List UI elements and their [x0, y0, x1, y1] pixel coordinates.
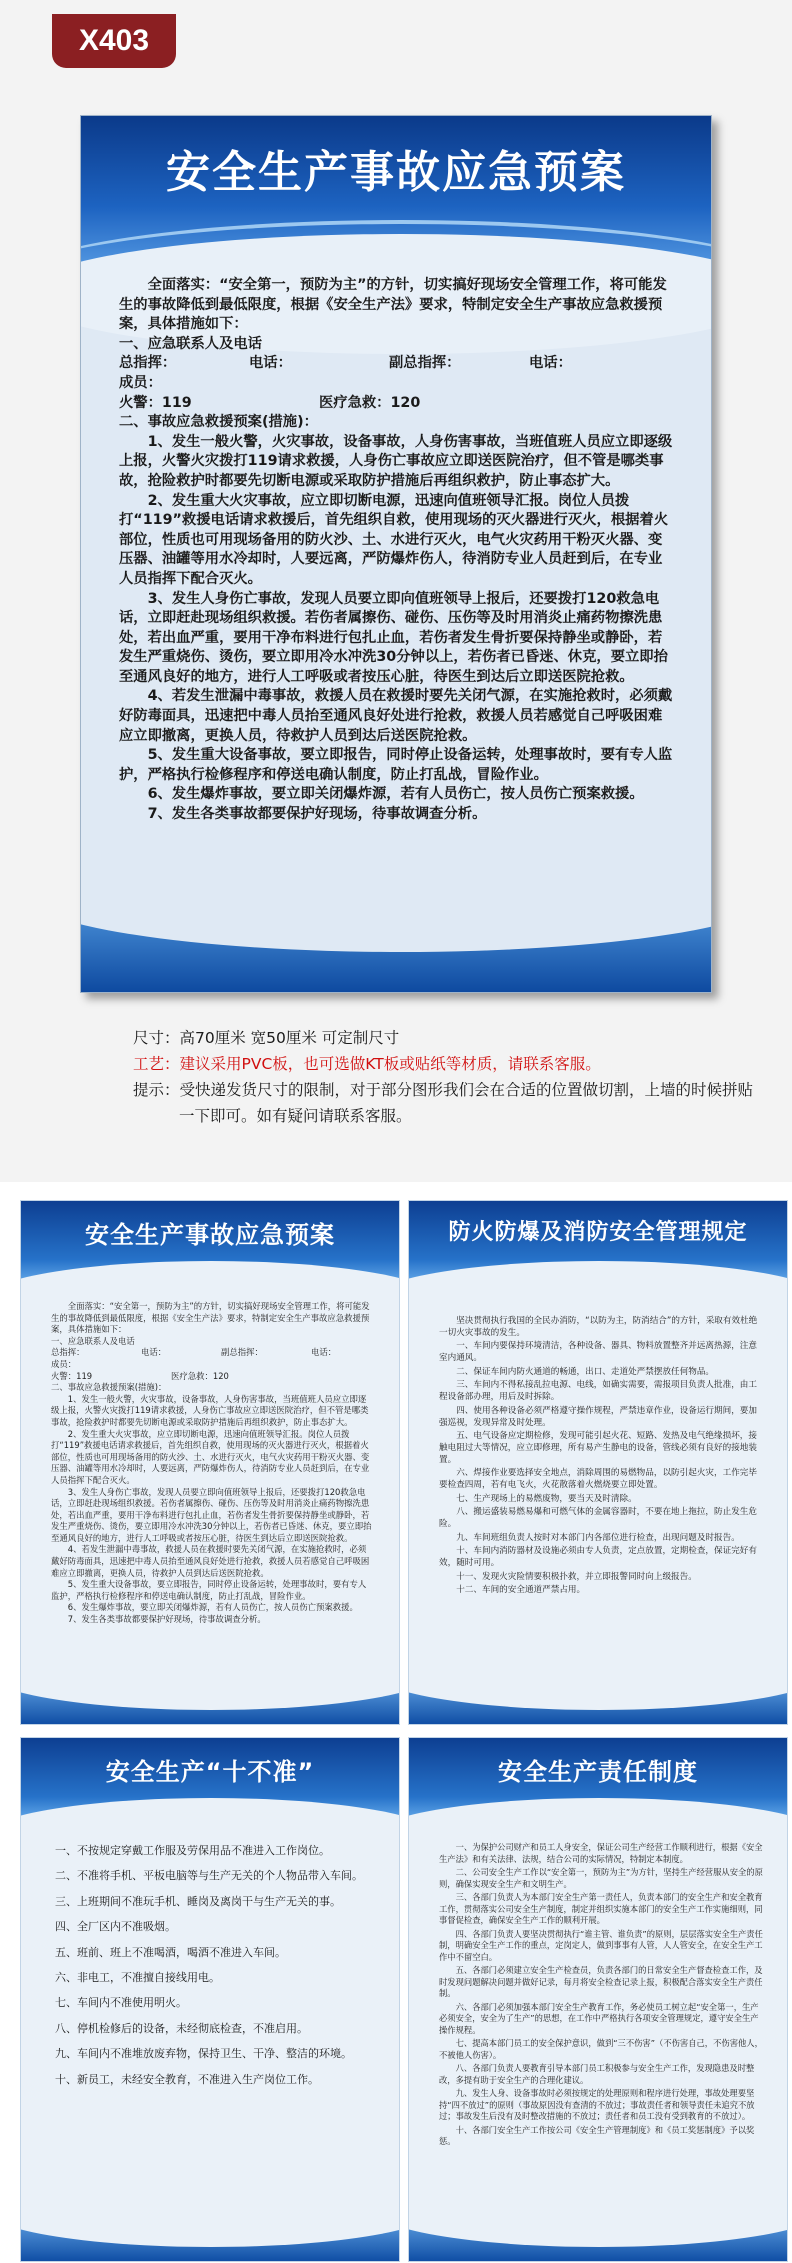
- board-item: 4、若发生泄漏中毒事故，救援人员在救援时要先关闭气源，在实施抢救时，必须戴好防毒面具，迅速把中毒人员抬至通风良好处进行抢救，救援人员若感觉自己呼吸困难应立即撤离，更换人员，待救护人员到达后送医院抢救。: [119, 688, 673, 744]
- rule-paragraph: 十、车间内消防器材及设施必须由专人负责，定点放置，定期检查，保证完好有效，随时可用。: [439, 1546, 757, 1569]
- prohibition-item: 七、车间内不准使用明火。: [55, 1996, 187, 2010]
- deputy-label: 副总指挥：: [221, 1347, 263, 1358]
- board-section-2: 二、事故应急救援预案(措施)：: [119, 414, 318, 431]
- panel-body: [439, 1842, 763, 2150]
- board-body: [119, 276, 675, 825]
- rule-paragraph: 十一、发现火灾险情要积极扑救，并立即报警同时向上级报告。: [456, 1571, 697, 1582]
- responsibility-paragraph: 三、各部门负责人为本部门安全生产第一责任人，负责本部门的安全生产和安全教育工作，贯彻落实公司安全生产制度，制定并组织实施本部门的安全生产工作实施细则，同事督促检查，确保安全生产工作的顺利开展。: [439, 1892, 763, 1925]
- responsibility-paragraph: 一、为保护公司财产和员工人身安全，保证公司生产经营工作顺利进行，根据《安全生产法》和有关法律、法规，结合公司的实际情况，特制定本制度。: [439, 1842, 763, 1864]
- panel-item: 6、发生爆炸事故，要立即关闭爆炸源，若有人员伤亡，按人员伤亡预案救援。: [67, 1602, 358, 1613]
- responsibility-paragraph: 五、各部门必须建立安全生产检查员，负责各部门的日常安全生产督查检查工作，及时发现问题解决问题并做好记录，每月将安全检查记录上报，积极配合落实安全生产责任制。: [439, 1965, 763, 1998]
- responsibility-paragraph: 二、公司安全生产工作以“安全第一，预防为主”为方针，坚持生产经营服从安全的原则，确保实现安全生产和文明生产。: [439, 1867, 763, 1889]
- board-item: 1、发生一般火警，火灾事故，设备事故，人身伤害事故，当班值班人员应立即逐级上报，火警火灾拨打119请求救援，人身伤亡事故应立即送医院治疗，但不管是哪类事故，抢险救护时都要先切断电源或采取防护措施后再组织救护，防止事态扩大。: [119, 433, 673, 489]
- rule-paragraph: 三、车间内不得私接乱拉电源、电线，如确实需要，需报项目负责人批准，由工程设备部办理，用后及时拆除。: [439, 1380, 757, 1403]
- rule-paragraph: 四、使用各种设备必须严格遵守操作规程，严禁违章作业，设备运行期间，要加强巡视，发现异常及时处理。: [439, 1405, 757, 1428]
- panel-responsibility-system: [408, 1737, 788, 2262]
- board-intro: 全面落实：“安全第一，预防为主”的方针，切实搞好现场安全管理工作，将可能发生的事故降低到最低限度，根据《安全生产法》要求，特制定安全生产事故应急救援预案，具体措施如下：: [119, 277, 667, 333]
- panel-ten-prohibitions: [20, 1737, 400, 2262]
- panel-intro: 全面落实：“安全第一，预防为主”的方针，切实搞好现场安全管理工作，将可能发生的事故降低到最低限度，根据《安全生产法》要求，特制定安全生产事故应急救援预案，具体措施如下：: [51, 1301, 370, 1335]
- panel-item: 5、发生重大设备事故，要立即报告，同时停止设备运转，处理事故时，要有专人监护，严格执行检修程序和停送电确认制度，防止打乱战，冒险作业。: [51, 1579, 367, 1601]
- board-item: 5、发生重大设备事故，要立即报告，同时停止设备运转，处理事故时，要有专人监护，严格执行检修程序和停送电确认制度，防止打乱战，冒险作业。: [119, 747, 673, 783]
- prohibition-item: 二、不准将手机、平板电脑等与生产无关的个人物品带入车间。: [55, 1869, 363, 1883]
- prohibition-item: 四、全厂区内不准吸烟。: [55, 1920, 176, 1934]
- prohibition-item: 九、车间内不准堆放废弃物，保持卫生、干净、整洁的环境。: [55, 2047, 352, 2061]
- panel-item: 3、发生人身伤亡事故，发现人员要立即向值班领导上报后，还要拨打120救急电话，立即赶赴现场组织救援。若伤者属擦伤、碰伤、压伤等及时用消炎止痛药物擦洗患处，若出血严重，要用干净布料进行包扎止血，若伤者发生骨折要保持静坐或静卧，若发生严重烧伤、烫伤，要立即用冷水冲洗30分钟以上，若伤者已昏迷、休克，要立即抬至通风良好的地方，进行人工呼吸或者按压心脏，待医生到达后立即送医院抢救。: [51, 1486, 372, 1543]
- panel-item: 2、发生重大火灾事故，应立即切断电源，迅速向值班领导汇报。岗位人员拨打“119”救援电话请求救援后，首先组织自救，使用现场的灭火器进行灭火，根据着火部位，性质也可用现场备用的防火沙、土、水进行灭火，电气火灾药用干粉灭火器、变压器、油罐等用水冷却时，人要远离，严防爆炸伤人，待消防专业人员赶到后，在专业人员指挥下配合灭火。: [51, 1428, 370, 1485]
- responsibility-paragraph: 九、发生人身、设备事故时必须按规定的处理原则和程序进行处理，事故处理要坚持“四不放过”的原则（事故原因没有查清的不放过；事故责任者和领导责任未追究不放过；事故发生后没有及时整改措施的不放过；责任者和员工没有受到教育的不放过）。: [439, 2088, 755, 2121]
- panel-fire-safety: [408, 1200, 788, 1725]
- fire-number: 火警：119: [119, 394, 192, 411]
- panel-title: 安全生产责任制度: [498, 1758, 698, 1786]
- rule-paragraph: 五、电气设备应定期检修，发现可能引起火花、短路、发热及电气绝缘损坏，接触电阻过大等情况，应立即修理，所有易产生静电的设备，管线必须有良好的接地装置。: [439, 1431, 757, 1465]
- deputy-label: 副总指挥：: [389, 355, 461, 372]
- panel-title: 安全生产“十不准”: [105, 1758, 315, 1786]
- responsibility-paragraph: 四、各部门负责人要坚决贯彻执行“谁主管、谁负责”的原则，层层落实安全生产责任制，明确安全生产工作的重点，定岗定人，做到事事有人管，人人管安全，在安全生产工作中不留空白。: [439, 1928, 763, 1962]
- responsibility-paragraph: 七、提高本部门员工的安全保护意识，做到“三不伤害”（不伤害自己，不伤害他人，不被他人伤害）。: [439, 2038, 763, 2060]
- board-footer-wave: [81, 902, 711, 992]
- rule-paragraph: 七、生产现场上的易燃废物，要当天及时清除。: [456, 1493, 637, 1504]
- panel-item: 7、发生各类事故都要保护好现场，待事故调查分析。: [67, 1614, 266, 1625]
- panel-title: 防火防爆及消防安全管理规定: [448, 1220, 748, 1245]
- size-info: 尺寸：高70厘米 宽50厘米 可定制尺寸: [133, 1029, 400, 1047]
- prohibition-item: 五、班前、班上不准喝酒，喝酒不准进入车间。: [55, 1945, 286, 1959]
- board-item: 6、发生爆炸事故，要立即关闭爆炸源，若有人员伤亡，按人员伤亡预案救援。: [147, 786, 644, 803]
- fire-number: 火警：119: [51, 1370, 93, 1381]
- medical-number: 医疗急救：120: [171, 1370, 229, 1381]
- rule-paragraph: 十二、车间的安全通道严禁占用。: [456, 1585, 586, 1596]
- panel-section-1: 一、应急联系人及电话: [51, 1335, 135, 1346]
- board-item: 3、发生人身伤亡事故，发现人员要立即向值班领导上报后，还要拨打120救急电话，立即赶赴现场组织救援。若伤者属擦伤、碰伤、压伤等及时用消炎止痛药物擦洗患处，若出血严重，要用干净布料进行包扎止血，若伤者发生骨折要保持静坐或静卧，若发生严重烧伤、烫伤，要立即用冷水冲洗30分钟以上，若伤者已昏迷、休克，要立即抬至通风良好的地方，进行人工呼吸或者按压心脏，待医生到达后立即送医院抢救。: [119, 590, 668, 685]
- phone1-label: 电话：: [141, 1347, 167, 1358]
- phone2-label: 电话：: [529, 355, 572, 372]
- panel-body: [51, 1301, 373, 1626]
- medical-number: 医疗急救：120: [319, 394, 421, 411]
- panel-emergency-plan: [20, 1200, 400, 1725]
- phone2-label: 电话：: [311, 1347, 337, 1358]
- prohibition-item: 八、停机检修后的设备，未经彻底检查，不准启用。: [55, 2021, 308, 2035]
- prohibition-item: 十、新员工，未经安全教育，不准进入生产岗位工作。: [55, 2072, 319, 2086]
- panel-item: 1、发生一般火警，火灾事故，设备事故，人身伤害事故，当班值班人员应立即逐级上报，火警火灾拨打119请求救援，人身伤亡事故应立即送医院治疗，但不管是哪类事故，抢险救护时都要先切断电源或采取防护措施后再组织救护，防止事态扩大。: [51, 1393, 369, 1427]
- phone1-label: 电话：: [249, 355, 292, 372]
- main-sign-board: [80, 115, 712, 993]
- panel-section-2: 二、事故应急救援预案(措施)：: [51, 1382, 167, 1393]
- panel-item: 4、若发生泄漏中毒事故，救援人员在救援时要先关闭气源，在实施抢救时，必须戴好防毒面具，迅速把中毒人员抬至通风良好处进行抢救，救援人员若感觉自己呼吸困难应立即撤离，更换人员，待救护人员到达后送医院抢救。: [51, 1544, 370, 1578]
- chief-label: 总指挥：: [119, 355, 177, 372]
- chief-label: 总指挥：: [51, 1347, 85, 1358]
- members-label: 成员：: [119, 374, 162, 391]
- board-section-1: 一、应急联系人及电话: [119, 335, 262, 352]
- craft-info: 工艺：建议采用PVC板，也可选做KT板或贴纸等材质，请联系客服。: [133, 1055, 601, 1073]
- rule-paragraph: 一、车间内要保持环境清洁，各种设备、器具、物料放置整齐并远离热源，注意室内通风。: [439, 1341, 757, 1364]
- rule-paragraph: 坚决贯彻执行我国的全民办消防，“以防为主，防消结合”的方针，采取有效杜绝一切火灾事故的发生。: [439, 1316, 758, 1338]
- prohibition-item: 六、非电工，不准擅自接线用电。: [55, 1971, 220, 1985]
- product-code-badge: X403: [52, 14, 176, 68]
- panel-body: [439, 1316, 761, 1599]
- responsibility-paragraph: 十、各部门安全生产工作按公司《安全生产管理制度》和《员工奖惩制度》予以奖惩。: [439, 2124, 755, 2146]
- responsibility-paragraph: 六、各部门必须加强本部门安全生产教育工作，务必使员工树立起“安全第一，生产必须安全，安全为了生产”的思想，在工作中严格执行各项安全管理规定，遵守安全生产操作规程。: [439, 2001, 759, 2035]
- board-item: 7、发生各类事故都要保护好现场，待事故调查分析。: [147, 806, 487, 823]
- board-title: 安全生产事故应急预案: [166, 147, 626, 198]
- prohibition-item: 三、上班期间不准玩手机、睡岗及离岗干与生产无关的事。: [55, 1894, 341, 1908]
- product-info: [133, 1025, 753, 1129]
- rule-paragraph: 九、车间班组负责人按时对本部门内各部位进行检查，出现问题及时报告。: [456, 1532, 740, 1543]
- tip-info: 提示：受快递发货尺寸的限制，对于部分图形我们会在合适的位置做切割，上墙的时候拼贴一下即可。如有疑问请联系客服。: [133, 1081, 754, 1125]
- members-label: 成员：: [51, 1358, 77, 1369]
- board-item: 2、发生重大火灾事故，应立即切断电源，迅速向值班领导汇报。岗位人员拨打“119”救援电话请求救援后，首先组织自救，使用现场的灭火器进行灭火，根据着火部位，性质也可用现场备用的防火沙、土、水进行灭火，电气火灾药用干粉灭火器、变压器、油罐等用水冷却时，人要远离，严防爆炸伤人，待消防专业人员赶到后，在专业人员指挥下配合灭火。: [119, 492, 669, 587]
- panel-body: [55, 1838, 377, 2092]
- panel-title: 安全生产事故应急预案: [85, 1221, 335, 1249]
- rule-paragraph: 二、保证车间内防火通道的畅通，出口、走道处严禁摆放任何物品。: [456, 1366, 715, 1377]
- prohibition-item: 一、不按规定穿戴工作服及劳保用品不准进入工作岗位。: [55, 1844, 330, 1857]
- rule-paragraph: 八、搬运盛装易燃易爆和可燃气体的金属容器时，不要在地上拖拉，防止发生危险。: [439, 1507, 757, 1530]
- board-header: [81, 116, 711, 281]
- rule-paragraph: 六、焊接作业要选择安全地点，消除周围的易燃物品，以防引起火灾，工作完毕要检查四周，若有电飞火，火花散落着火燃烧要立即处置。: [439, 1468, 757, 1491]
- responsibility-paragraph: 八、各部门负责人要教育引导本部门员工积极参与安全生产工作，发现隐患及时整改，多提有助于安全生产的合理化建议。: [439, 2063, 755, 2085]
